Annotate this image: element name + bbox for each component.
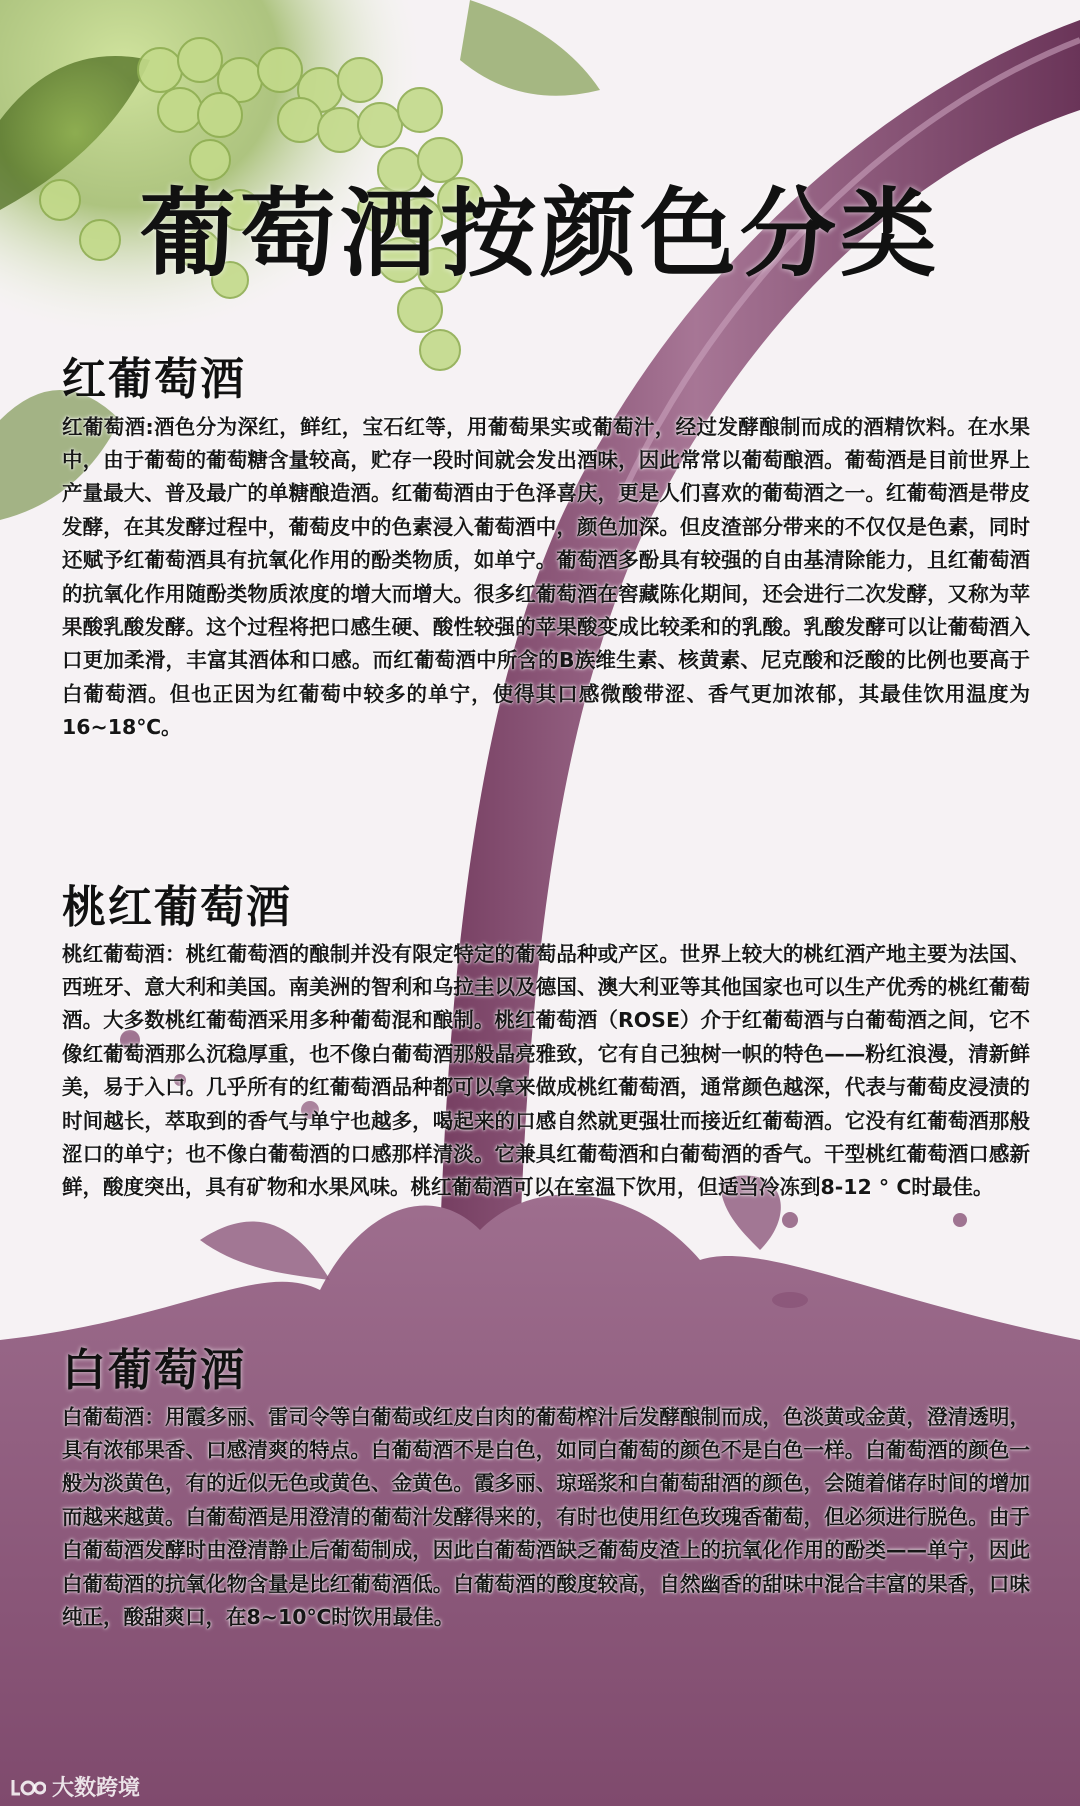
watermark-text: 大数跨境 [52, 1776, 141, 1801]
watermark [10, 1771, 140, 1802]
page-title: 葡萄酒按颜色分类 [140, 178, 940, 291]
logo-icon [10, 1774, 46, 1800]
section-body-red-wine: 红葡萄酒:酒色分为深红，鲜红，宝石红等，用葡萄果实或葡萄汁，经过发酵酿制而成的酒精饮料。在水果中，由于葡萄的葡萄糖含量较高，贮存一段时间就会发出酒味，因此常常以葡萄酿酒。葡萄酒是目前世界上产量最大、普及最广的单糖酿造酒。红葡萄酒由于色泽喜庆，更是人们喜欢的葡萄酒之一。红葡萄酒是带皮发酵，在其发酵过程中，葡萄皮中的色素浸入葡萄酒中，颜色加深。但皮渣部分带来的不仅仅是色素，同时还赋予红葡萄酒具有抗氧化作用的酚类物质，如单宁。葡萄酒多酚具有较强的自由基清除能力，且红葡萄酒的抗氧化作用随酚类物质浓度的增大而增大。很多红葡萄酒在窖藏陈化期间，还会进行二次发酵，又称为苹果酸乳酸发酵。这个过程将把口感生硬、酸性较强的苹果酸变成比较柔和的乳酸。乳酸发酵可以让葡萄酒入口更加柔滑，丰富其酒体和口感。而红葡萄酒中所含的B族维生素、核黄素、尼克酸和泛酸的比例也要高于白葡萄酒。但也正因为红葡萄中较多的单宁，使得其口感微酸带涩、香气更加浓郁，其最佳饮用温度为16~18℃。 [62, 414, 1030, 740]
section-title-rose-wine: 桃红葡萄酒 [62, 881, 292, 933]
section-body-white-wine: 白葡萄酒：用霞多丽、雷司令等白葡萄或红皮白肉的葡萄榨汁后发酵酿制而成，色淡黄或金黄，澄清透明，具有浓郁果香、口感清爽的特点。白葡萄酒不是白色，如同白葡萄的颜色不是白色一样。白葡萄酒的颜色一般为淡黄色，有的近似无色或黄色、金黄色。霞多丽、琼瑶浆和白葡萄甜酒的颜色，会随着储存时间的增加而越来越黄。白葡萄酒是用澄清的葡萄汁发酵得来的，有时也使用红色玫瑰香葡萄，但必须进行脱色。由于白葡萄酒发酵时由澄清静止后葡萄制成，因此白葡萄酒缺乏葡萄皮渣上的抗氧化作用的酚类——单宁，因此白葡萄酒的抗氧化物含量是比红葡萄酒低。白葡萄酒的酸度较高，自然幽香的甜味中混合丰富的果香，口味纯正，酸甜爽口，在8~10℃时饮用最佳。 [62, 1404, 1030, 1629]
section-body-rose-wine: 桃红葡萄酒：桃红葡萄酒的酿制并没有限定特定的葡萄品种或产区。世界上较大的桃红酒产地主要为法国、西班牙、意大利和美国。南美洲的智利和乌拉圭以及德国、澳大利亚等其他国家也可以生产优秀的桃红葡萄酒。大多数桃红葡萄酒采用多种葡萄混和酿制。桃红葡萄酒（ROSE）介于红葡萄酒与白葡萄酒之间，它不像红葡萄酒那么沉稳厚重，也不像白葡萄酒那般晶亮雅致，它有自己独树一帜的特色——粉红浪漫，清新鲜美，易于入口。几乎所有的红葡萄酒品种都可以拿来做成桃红葡萄酒，通常颜色越深，代表与葡萄皮浸渍的时间越长，萃取到的香气与单宁也越多，喝起来的口感自然就更强壮而接近红葡萄酒。它没有红葡萄酒那般涩口的单宁；也不像白葡萄酒的口感那样清淡。它兼具红葡萄酒和白葡萄酒的香气。干型桃红葡萄酒口感新鲜，酸度突出，具有矿物和水果风味。桃红葡萄酒可以在室温下饮用，但适当冷冻到8-12 ° C时最佳。 [62, 941, 1030, 1200]
section-title-red-wine: 红葡萄酒 [62, 353, 246, 405]
section-title-white-wine: 白葡萄酒 [62, 1344, 246, 1396]
